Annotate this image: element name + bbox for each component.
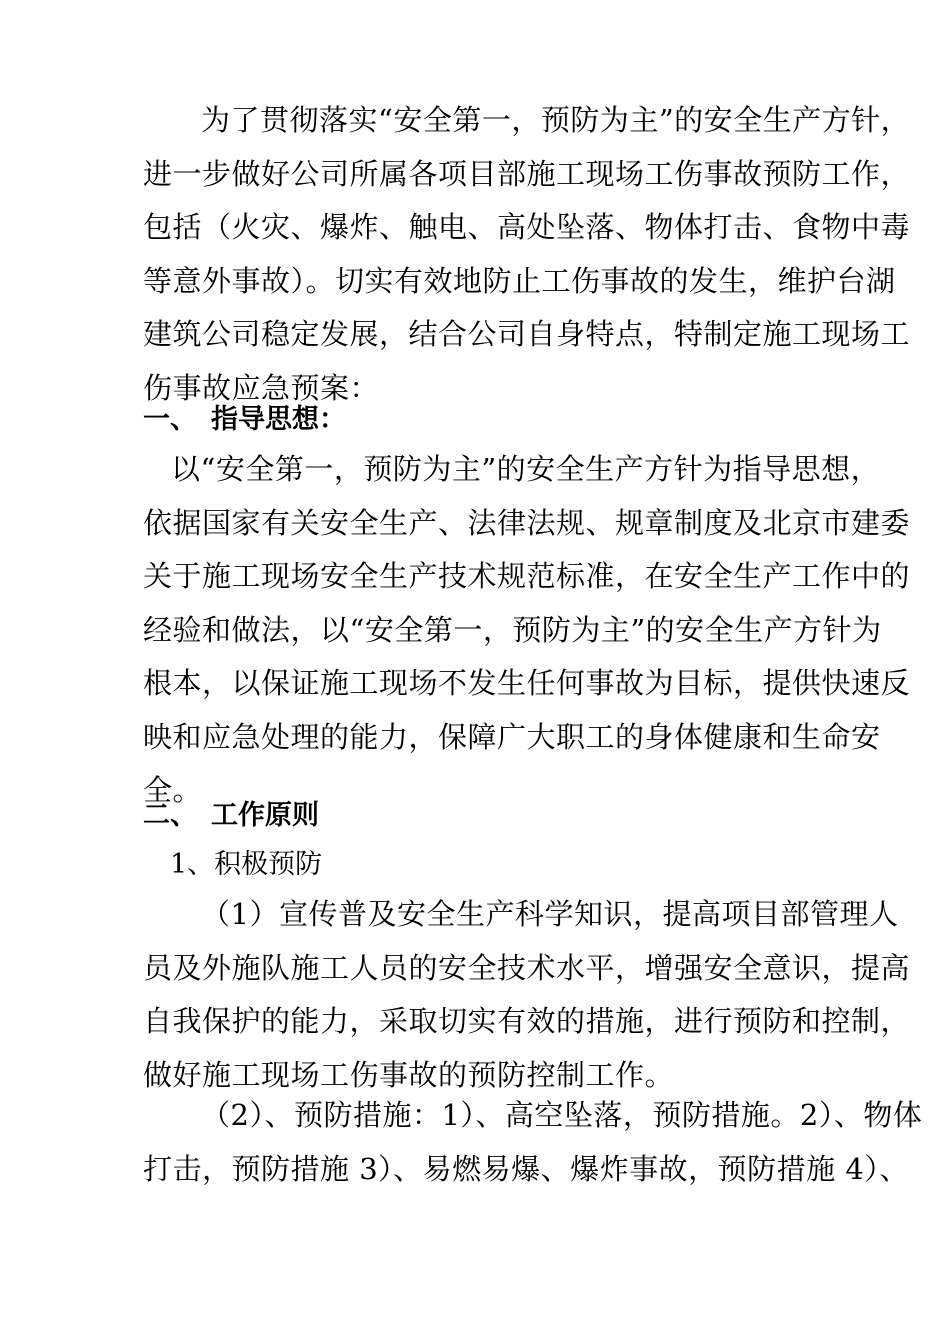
intro-line: 包括（火灾、爆炸、触电、高处坠落、物体打击、食物中毒: [143, 210, 911, 244]
intro-line: 等意外事故）。切实有效地防止工伤事故的发生，维护台湖: [143, 263, 896, 298]
section-2-title: 工作原则: [211, 800, 319, 831]
section-1-title: 指导思想：: [211, 404, 346, 435]
section-2-line: 打击，预防措施 3）、易燃易爆、爆炸事故，预防措施 4）、: [143, 1151, 909, 1186]
intro-paragraph: [143, 94, 911, 415]
section-2-line: （1）宣传普及安全生产科学知识，提高项目部管理人: [201, 897, 899, 931]
section-1-paragraph: [143, 443, 911, 818]
section-1-line: 映和应急处理的能力，保障广大职工的身体健康和生命安: [143, 719, 881, 754]
intro-line: 建筑公司稳定发展，结合公司自身特点，特制定施工现场工: [143, 317, 911, 351]
section-2-line: （2）、预防措施：1）、高空坠落，预防措施。2）、物体: [201, 1098, 923, 1132]
section-1-number: 一、: [143, 404, 197, 435]
section-2-paragraph-2: [143, 1089, 923, 1196]
section-1-line: 关于施工现场安全生产技术规范标准，在安全生产工作中的: [143, 559, 911, 593]
section-1-line: 根本，以保证施工现场不发生任何事故为目标，提供快速反: [143, 666, 911, 700]
section-2-heading: [143, 796, 319, 836]
section-2-line: 做好施工现场工伤事故的预防控制工作。: [143, 1057, 675, 1092]
section-1-line: 依据国家有关安全生产、法律法规、规章制度及北京市建委: [143, 505, 911, 540]
section-2-line: 自我保护的能力，采取切实有效的措施，进行预防和控制，: [143, 1004, 911, 1038]
intro-line: 进一步做好公司所属各项目部施工现场工伤事故预防工作，: [143, 156, 911, 191]
section-2-paragraph-1: [143, 888, 911, 1102]
section-1-heading: [143, 400, 346, 440]
section-2-line: 员及外施队施工人员的安全技术水平，增强安全意识，提高: [143, 950, 911, 985]
section-1-line: 全。: [143, 773, 203, 807]
intro-line: 为了贯彻落实“安全第一，预防为主”的安全生产方针，: [201, 103, 911, 137]
section-2-number: 二、: [143, 800, 197, 831]
subsection-1-heading: 1、积极预防: [170, 849, 323, 880]
section-1-line: 经验和做法，以“安全第一，预防为主”的安全生产方针为: [143, 612, 882, 647]
section-1-line: 以“安全第一，预防为主”的安全生产方针为指导思想，: [171, 452, 881, 486]
intro-line: 伤事故应急预案：: [143, 370, 380, 405]
